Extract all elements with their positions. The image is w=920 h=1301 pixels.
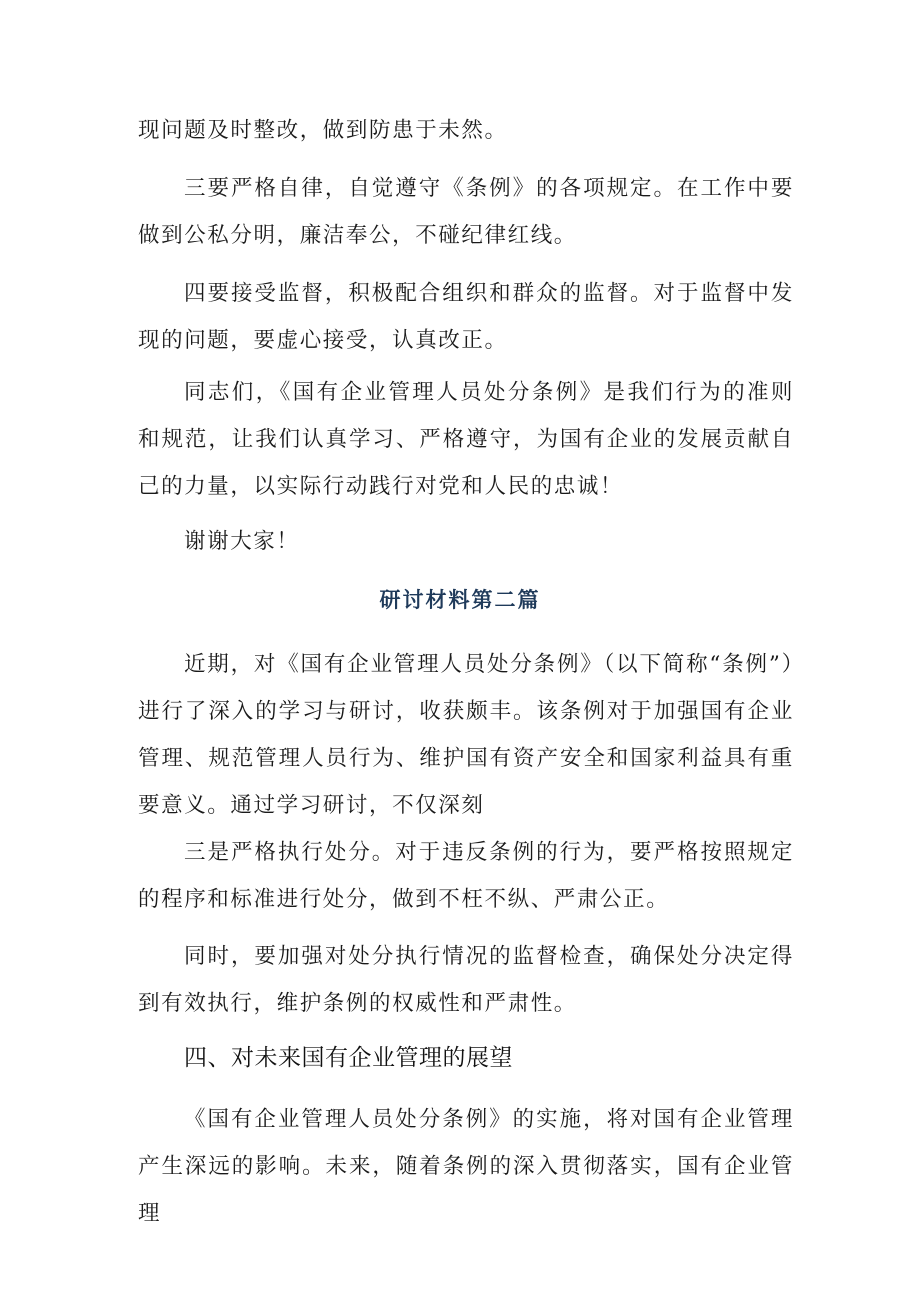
section-title: 研讨材料第二篇	[379, 587, 541, 612]
paragraph-supervision-check: 同时，要加强对处分执行情况的监督检查，确保处分决定得到有效执行，维护条例的权威性和严肃性。	[138, 944, 794, 1016]
paragraph-strict-enforcement: 三是严格执行处分。对于违反条例的行为，要严格按照规定的程序和标准进行处分，做到不枉不纵、严肃公正。	[138, 840, 794, 912]
heading-future-outlook: 四、对未来国有企业管理的展望	[184, 1045, 513, 1071]
paragraph-self-discipline: 三要严格自律，自觉遵守《条例》的各项规定。在工作中要做到公私分明，廉洁奉公，不碰纪律红线。	[138, 176, 794, 248]
paragraph-intro-study: 近期，对《国有企业管理人员处分条例》（以下简称“条例”）进行了深入的学习与研讨，收获颇丰。该条例对于加强国有企业管理、规范管理人员行为、维护国有资产安全和国家利益具有重要意义。通过学习研讨，不仅深刻	[138, 652, 794, 818]
paragraph-comrades: 同志们，《国有企业管理人员处分条例》是我们行为的准则和规范，让我们认真学习、严格遵守，为国有企业的发展贡献自己的力量，以实际行动践行对党和人民的忠诚！	[138, 380, 794, 499]
paragraph-accept-supervision: 四要接受监督，积极配合组织和群众的监督。对于监督中发现的问题，要虚心接受，认真改正。	[138, 281, 794, 353]
paragraph-thanks: 谢谢大家！	[184, 529, 300, 554]
paragraph-continuation: 现问题及时整改，做到防患于未然。	[138, 118, 508, 143]
paragraph-implementation-impact: 《国有企业管理人员处分条例》的实施，将对国有企业管理产生深远的影响。未来，随着条例的深入贯彻落实，国有企业管理	[138, 1107, 794, 1226]
